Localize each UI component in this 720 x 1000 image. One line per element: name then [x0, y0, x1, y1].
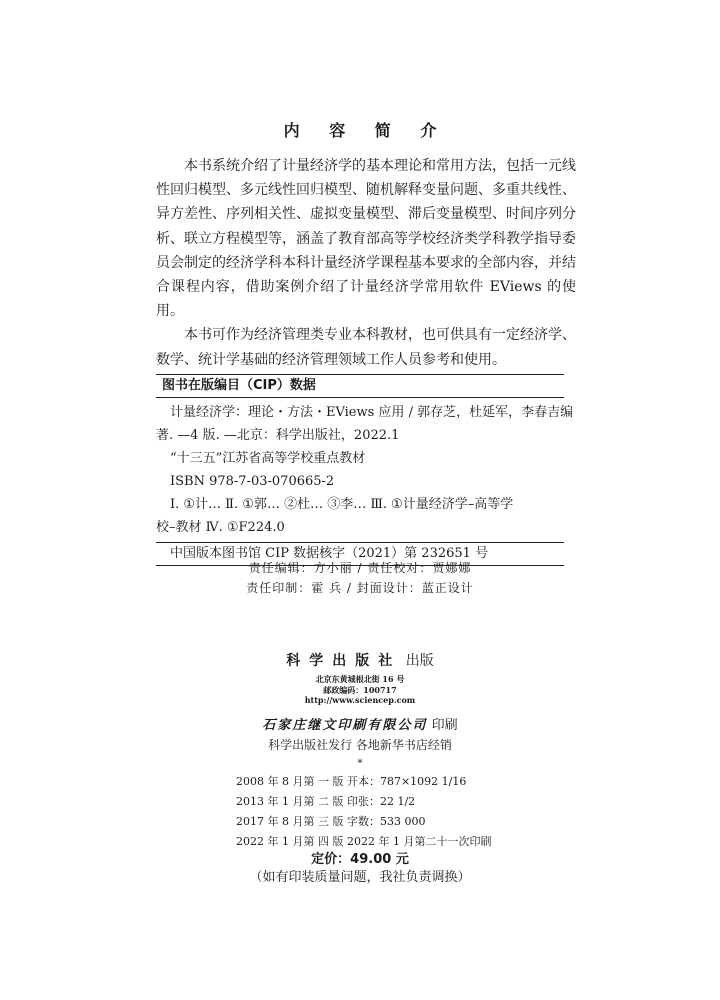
edition-row: 2022 年 1 月第 四 版 2022 年 1 月第二十一次印刷 — [236, 835, 492, 848]
separator-star: * — [357, 758, 363, 769]
summary-section — [156, 154, 576, 372]
cip-isbn-line: ISBN 978-7-03-070665-2 — [170, 474, 335, 489]
page-title: 内 容 简 介 — [283, 121, 449, 140]
printer-line — [0, 714, 720, 733]
edition-table — [236, 772, 491, 852]
cip-footer: 中国版本图书馆 CIP 数据核字（2021）第 232651 号 — [156, 542, 564, 565]
summary-paragraph-2: 本书可作为经济管理类专业本科教材，也可供具有一定经济学、数学、统计学基础的经济管理领域工作人员参考和使用。 — [156, 327, 576, 368]
printer-name: 石家庄继文印刷有限公司 — [262, 718, 428, 733]
cip-title-line: 计量经济学：理论・方法・EViews 应用 / 郭存芝，杜延军，李春吉编 — [170, 405, 574, 420]
edition-row: 2008 年 8 月第 一 版 开本：787×1092 1/16 — [236, 775, 467, 788]
edition-row: 2017 年 8 月第 三 版 字数：533 000 — [236, 815, 426, 828]
price: 定价：49.00 元 — [311, 852, 409, 867]
cip-body — [156, 397, 574, 542]
printer-suffix: 印刷 — [431, 718, 458, 733]
editors-credits — [0, 558, 720, 598]
cip-heading: 图书在版编目（CIP）数据 — [162, 378, 316, 393]
publisher-postcode: 邮政编码：100717 — [323, 684, 397, 695]
cip-classification-line-2: 校–教材 Ⅳ. ①F224.0 — [156, 520, 285, 535]
summary-paragraph-1: 本书系统介绍了计量经济学的基本理论和常用方法，包括一元线性回归模型、多元线性回归模型、随机解释变量问题、多重共线性、异方差性、序列相关性、虚拟变量模型、滞后变量模型、时间序列分析、联立方程模型等，涵盖了教育部高等学校经济类学科教学指导委员会制定的经济学科本科计量经济学课程基本要求的全部内容，并结合课程内容，借助案例介绍了计量经济学常用软件 EViews 的使用。 — [156, 158, 576, 320]
quality-note: （如有印装质量问题，我社负责调换） — [249, 870, 471, 885]
publisher-suffix: 出版 — [405, 653, 434, 669]
editors-line-1: 责任编辑：方小丽 / 责任校对：贾娜娜 — [248, 561, 472, 575]
publisher-url: http://www.sciencep.com — [304, 695, 416, 705]
publisher-name: 科学出版社 — [286, 653, 402, 669]
cip-block — [156, 374, 574, 566]
cip-classification-line: Ⅰ. ①计… Ⅱ. ①郭… ②杜… ③李… Ⅲ. ①计量经济学–高等学 — [170, 497, 514, 512]
cip-series-line: “十三五”江苏省高等学校重点教材 — [170, 451, 366, 466]
cip-edition-line: 著. —4 版. —北京：科学出版社，2022.1 — [156, 428, 400, 443]
publisher-address: 北京东黄城根北街 16 号 — [315, 674, 405, 684]
editors-line-2: 责任印制：霍 兵 / 封面设计：蓝正设计 — [246, 581, 474, 595]
distribution-line: 科学出版社发行 各地新华书店经销 — [268, 738, 452, 752]
publisher-address-block — [0, 674, 720, 706]
publisher-line — [0, 650, 720, 670]
edition-row: 2013 年 1 月第 二 版 印张：22 1/2 — [236, 795, 416, 808]
